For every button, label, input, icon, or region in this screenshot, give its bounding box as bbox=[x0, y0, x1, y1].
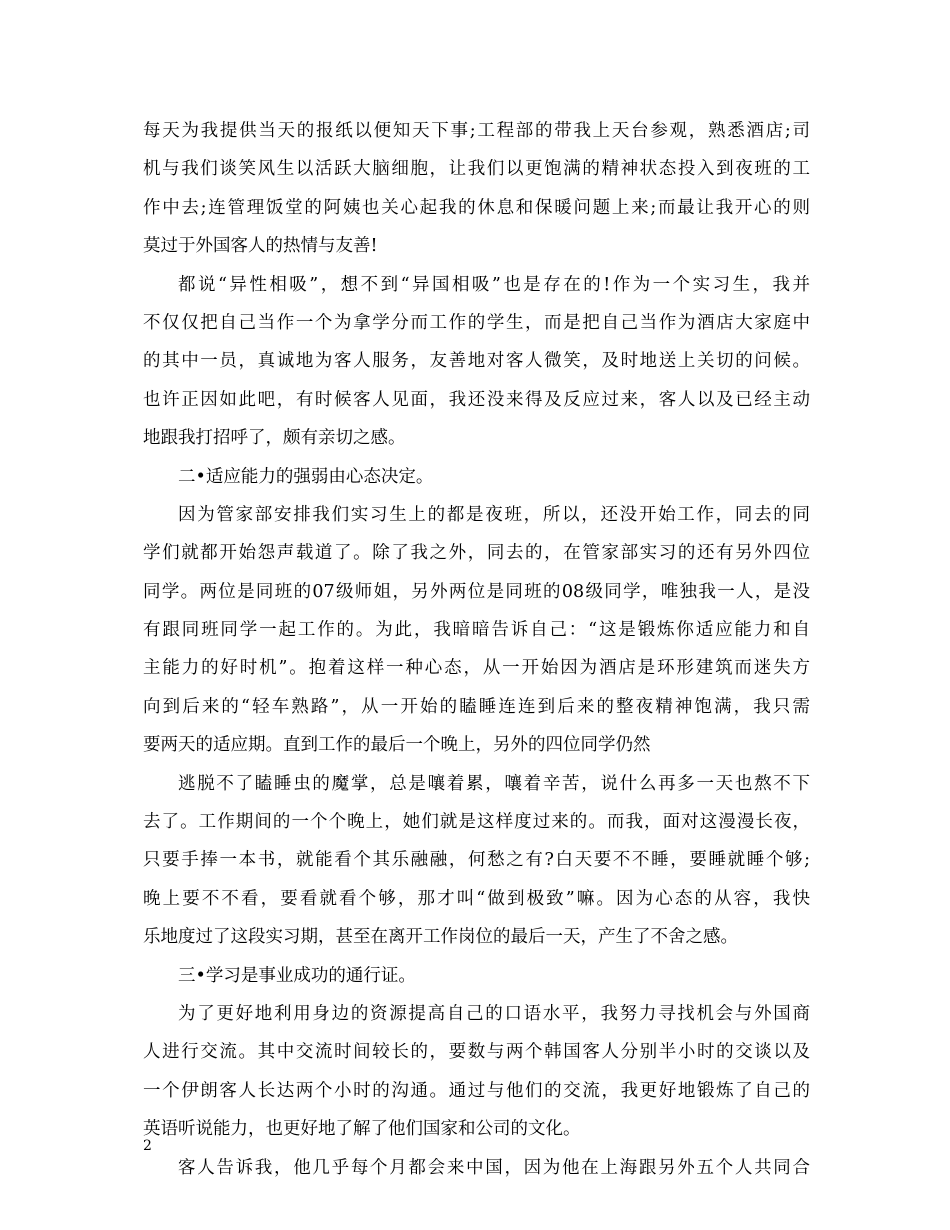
body-text bbox=[143, 112, 810, 1187]
text-line: 有跟同班同学一起工作的。为此，我暗暗告诉自己：“这是锻炼你适应能力和自 bbox=[143, 620, 810, 641]
text-line: 向到后来的“轻车熟路”，从一开始的瞌睡连连到后来的整夜精神饱满，我只需 bbox=[143, 696, 810, 717]
text-line: 作中去;连管理饭堂的阿姨也关心起我的休息和保暖问题上来;而最让我开心的则 bbox=[143, 197, 810, 218]
text-line: 客人告诉我，他几乎每个月都会来中国，因为他在上海跟另外五个人共同合 bbox=[178, 1157, 810, 1178]
text-line: 去了。工作期间的一个个晚上，她们就是这样度过来的。而我，面对这漫漫长夜， bbox=[143, 812, 810, 833]
text-line: 机与我们谈笑风生以活跃大脑细胞，让我们以更饱满的精神状态投入到夜班的工 bbox=[143, 159, 810, 180]
text-line: 都说“异性相吸”，想不到“异国相吸”也是存在的!作为一个实习生，我并 bbox=[178, 274, 810, 295]
text-line: 也许正因如此吧，有时候客人见面，我还没来得及反应过来，客人以及已经主动 bbox=[143, 389, 810, 410]
text-line: 逃脱不了瞌睡虫的魔掌，总是嚷着累，嚷着辛苦，说什么再多一天也熬不下 bbox=[178, 773, 810, 794]
text-line: 为了更好地利用身边的资源提高自己的口语水平，我努力寻找机会与外国商 bbox=[178, 1003, 810, 1024]
text-line: 每天为我提供当天的报纸以便知天下事;工程部的带我上天台参观，熟悉酒店;司 bbox=[143, 121, 810, 141]
text-line: 同学。两位是同班的07级师姐，另外两位是同班的08级同学，唯独我一人，是没 bbox=[143, 581, 810, 602]
text-line: 学们就都开始怨声载道了。除了我之外，同去的，在管家部实习的还有另外四位 bbox=[143, 543, 810, 564]
text-line: 莫过于外国客人的热情与友善! bbox=[143, 236, 378, 257]
text-line: 要两天的适应期。直到工作的最后一个晚上，另外的四位同学仍然 bbox=[143, 735, 651, 756]
text-line: 一个伊朗客人长达两个小时的沟通。通过与他们的交流，我更好地锻炼了自己的 bbox=[143, 1080, 810, 1101]
text-line: 乐地度过了这段实习期，甚至在离开工作岗位的最后一天，产生了不舍之感。 bbox=[143, 927, 738, 948]
text-line: 因为管家部安排我们实习生上的都是夜班，所以，还没开始工作，同去的同 bbox=[178, 504, 810, 525]
text-line: 三•学习是事业成功的通行证。 bbox=[178, 965, 416, 986]
text-line: 二•适应能力的强弱由心态决定。 bbox=[178, 466, 434, 487]
text-line: 地跟我打招呼了，颇有亲切之感。 bbox=[143, 428, 406, 449]
text-line: 主能力的好时机”。抱着这样一种心态，从一开始因为酒店是环形建筑而迷失方 bbox=[143, 658, 810, 679]
text-line: 只要手捧一本书，就能看个其乐融融，何愁之有?白天要不不睡，要睡就睡个够; bbox=[143, 850, 810, 871]
text-line: 英语听说能力，也更好地了解了他们国家和公司的文化。 bbox=[143, 1119, 581, 1140]
page-number: 2 bbox=[143, 1138, 152, 1154]
text-line: 人进行交流。其中交流时间较长的，要数与两个韩国客人分别半小时的交谈以及 bbox=[143, 1042, 810, 1063]
text-line: 的其中一员，真诚地为客人服务，友善地对客人微笑，及时地送上关切的问候。 bbox=[143, 351, 810, 372]
text-line: 晚上要不不看，要看就看个够，那才叫“做到极致”嘛。因为心态的从容，我快 bbox=[143, 888, 810, 909]
text-line: 不仅仅把自己当作一个为拿学分而工作的学生，而是把自己当作为酒店大家庭中 bbox=[143, 312, 810, 333]
